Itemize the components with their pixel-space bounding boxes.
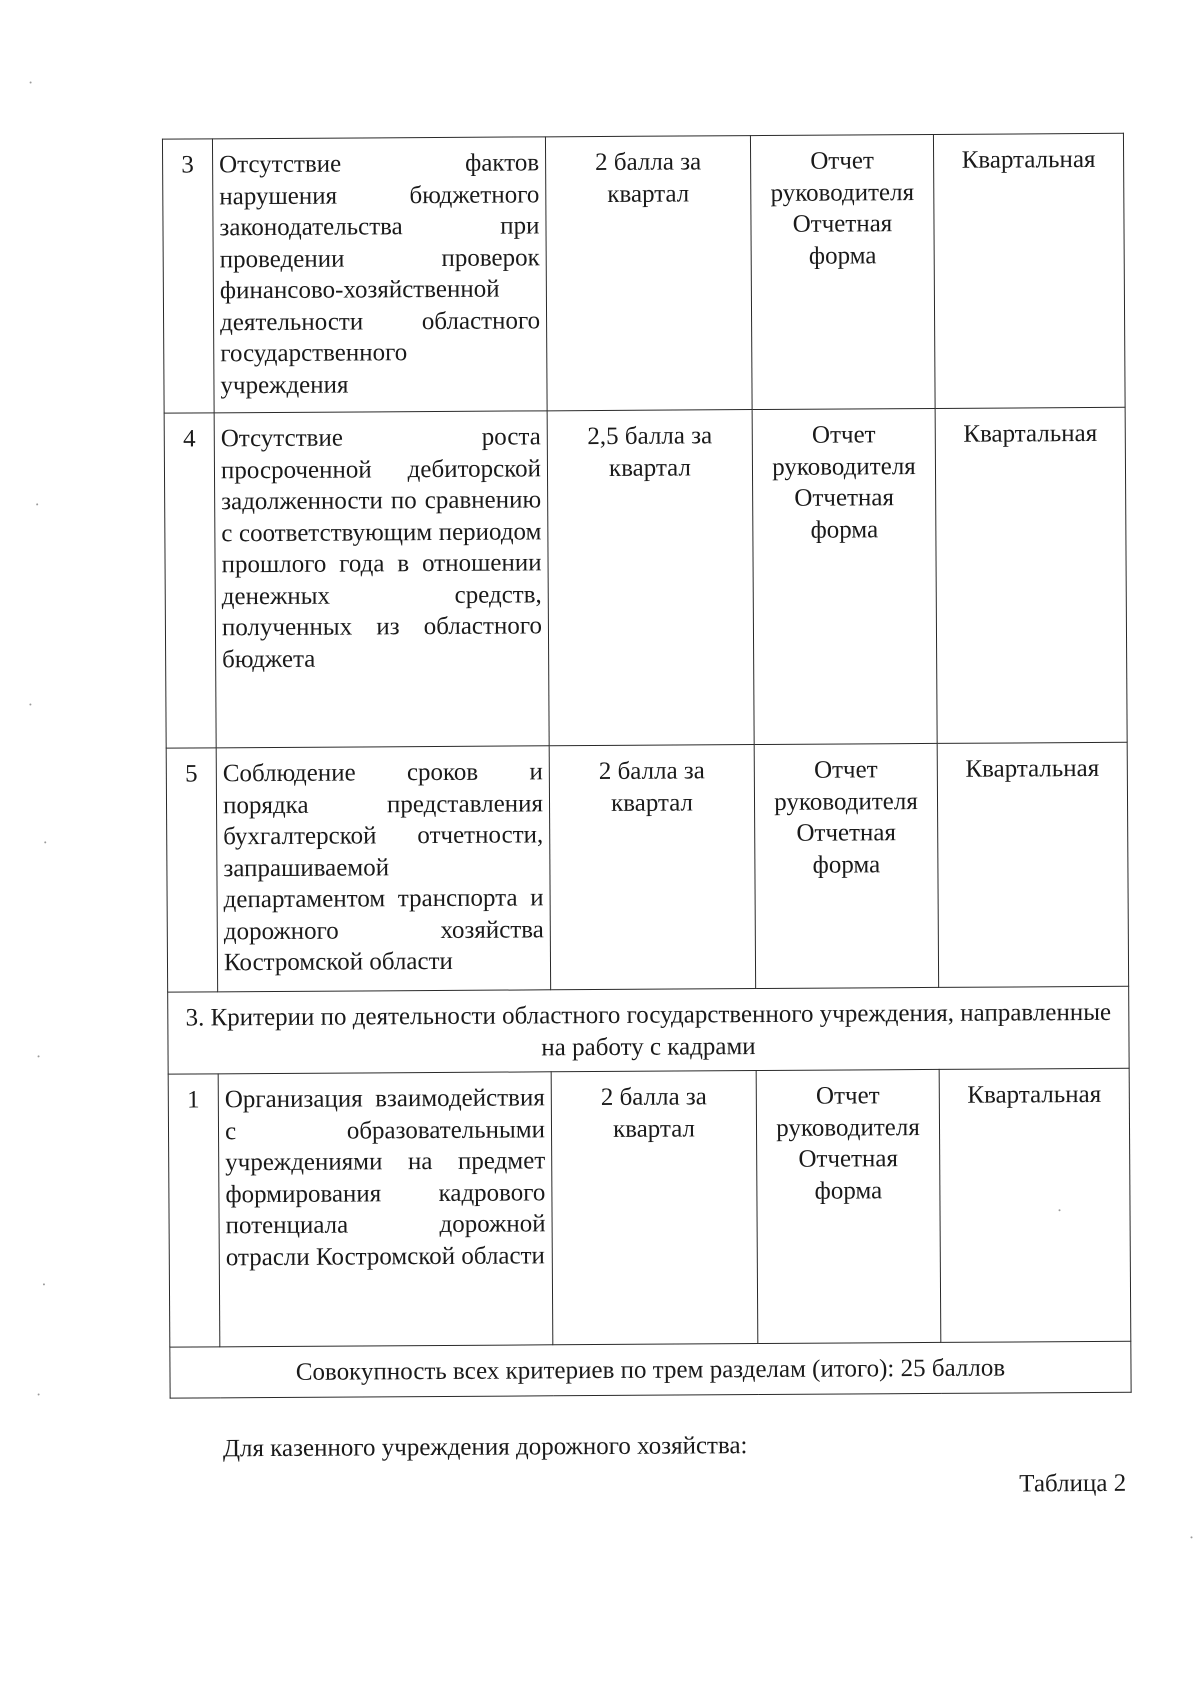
scan-speck (1059, 1209, 1061, 1211)
scan-speck (29, 703, 31, 705)
section-heading-row (168, 986, 1129, 1074)
criteria-table (162, 133, 1132, 1398)
score-cell: 2,5 балла за квартал (547, 410, 754, 746)
section-heading: 3. Критерии по деятельности областного государственного учреждения, направленные на работу с кадрами (168, 986, 1129, 1074)
table-row (168, 1068, 1131, 1347)
period-cell: Квартальная (935, 407, 1127, 743)
total-row (170, 1341, 1131, 1397)
scan-speck (30, 81, 32, 83)
row-number: 1 (168, 1074, 220, 1347)
row-number: 5 (166, 748, 217, 992)
scan-speck (43, 1283, 45, 1285)
score-cell: 2 балла за квартал (549, 745, 755, 990)
criterion-text: Отсутствие роста просроченной дебиторской задолженности по сравнению с соответствующим периодом прошлого года в отношении денежных средств, полученных из областного бюджета (214, 411, 549, 748)
note-text: Для казенного учреждения дорожного хозяйства: (222, 1432, 748, 1463)
table-caption: Таблица 2 (1019, 1469, 1127, 1498)
source-cell: Отчет руководителя Отчетная форма (750, 134, 935, 409)
criterion-text: Отсутствие фактов нарушения бюджетного законодательства при проведении проверок финансово-хозяйственной деятельности областного государственного учреждения (212, 137, 547, 413)
scan-speck (38, 1055, 40, 1057)
row-number: 3 (162, 139, 214, 413)
period-cell: Квартальная (937, 742, 1128, 987)
criterion-text: Соблюдение сроков и порядка представления бухгалтерской отчетности, запрашиваемой департаментом транспорта и дорожного хозяйства Костромской области (216, 746, 550, 992)
criterion-text: Организация взаимодействия с образовательными учреждениями на предмет формирования кадрового потенциала дорожной отрасли Костромской области (218, 1072, 553, 1347)
period-cell: Квартальная (939, 1068, 1131, 1342)
period-cell: Квартальная (933, 133, 1125, 408)
source-cell: Отчет руководителя Отчетная форма (754, 743, 938, 988)
source-cell: Отчет руководителя Отчетная форма (752, 408, 937, 744)
table-row (162, 133, 1125, 413)
score-cell: 2 балла за квартал (545, 136, 752, 411)
scan-speck (44, 841, 46, 843)
table-row (164, 407, 1127, 748)
row-number: 4 (164, 413, 216, 748)
scan-speck (1191, 1536, 1193, 1538)
total-text: Совокупность всех критериев по трем разделам (итого): 25 баллов (170, 1341, 1131, 1397)
score-cell: 2 балла за квартал (551, 1071, 758, 1345)
scan-speck (38, 1393, 40, 1395)
scan-speck (36, 503, 38, 505)
table-row (166, 742, 1128, 992)
source-cell: Отчет руководителя Отчетная форма (756, 1069, 941, 1343)
